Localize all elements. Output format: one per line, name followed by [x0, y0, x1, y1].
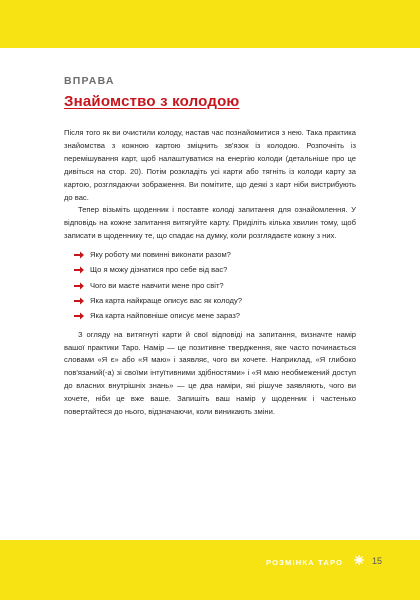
paragraph-intro: Після того як ви очистили колоду, настав час познайомитися з нею. Така практика знайомства з кожною картою зміцнить зв'язок із колодою. Розпочніть із перемішування карт, щоб налаштуватися на енергію колоди (детальніше про це дивіться на стор. 20). Потім розкладіть усі карти або тягніть із колоди карту за картою, розглядаючи зображення. Ви помітите, що деякі з карт ніби вистрибують до вас.	[64, 128, 356, 202]
question-text: Яка карта найкраще описує вас як колоду?	[90, 296, 242, 306]
question-text: Яку роботу ми повинні виконати разом?	[90, 250, 231, 260]
arrow-right-icon	[74, 282, 84, 290]
list-item	[64, 278, 356, 293]
arrow-right-icon	[74, 266, 84, 274]
list-item	[64, 262, 356, 277]
question-list	[64, 247, 356, 323]
exercise-title: Знайомство з колодою	[64, 93, 240, 110]
bottom-yellow-band	[0, 540, 420, 600]
list-item	[64, 247, 356, 262]
list-item	[64, 293, 356, 308]
star-icon	[354, 555, 364, 565]
paragraph-intention: З огляду на витягнуті карти й свої відповіді на запитання, визначте намір вашої практики Таро. Намір — це позитивне твердження, яке часто починається словами «Я є» або «Я маю» і заявляє, чого ви хочете. Наприклад, «Я глибоко пов'язаний(-а) зі своїми інтуїтивними здібностями» і «Я маю необмежений доступ до власних внутрішніх знань» — це два наміри, які рішуче заявляють, чого ви хочете, ніби це вже ваше. Запишіть ваш намір у щоденник і частенько повертайтеся до нього, відзначаючи, коли виникають зміни.	[64, 329, 356, 417]
arrow-right-icon	[74, 297, 84, 305]
arrow-right-icon	[74, 312, 84, 320]
running-footer-title: РОЗМІНКА ТАРО	[266, 558, 344, 567]
list-item	[64, 308, 356, 323]
body-text	[64, 127, 356, 419]
question-text: Яка карта найповніше описує мене зараз?	[90, 311, 241, 321]
paragraph-journal: Тепер візьміть щоденник і поставте колоді запитання для ознайомлення. У відповідь на кожне запитання витягуйте карту. Приділіть кілька хвилин тому, щоб записати в щоденнику те, що спадає на думку, коли розглядаєте кожну з них.	[64, 205, 356, 241]
question-text: Чого ви маєте навчити мене про світ?	[90, 280, 224, 290]
question-text: Що я можу дізнатися про себе від вас?	[90, 265, 228, 275]
arrow-right-icon	[74, 251, 84, 259]
page-number: 15	[372, 556, 383, 566]
top-yellow-band	[0, 0, 420, 48]
section-label: ВПРАВА	[64, 75, 115, 87]
